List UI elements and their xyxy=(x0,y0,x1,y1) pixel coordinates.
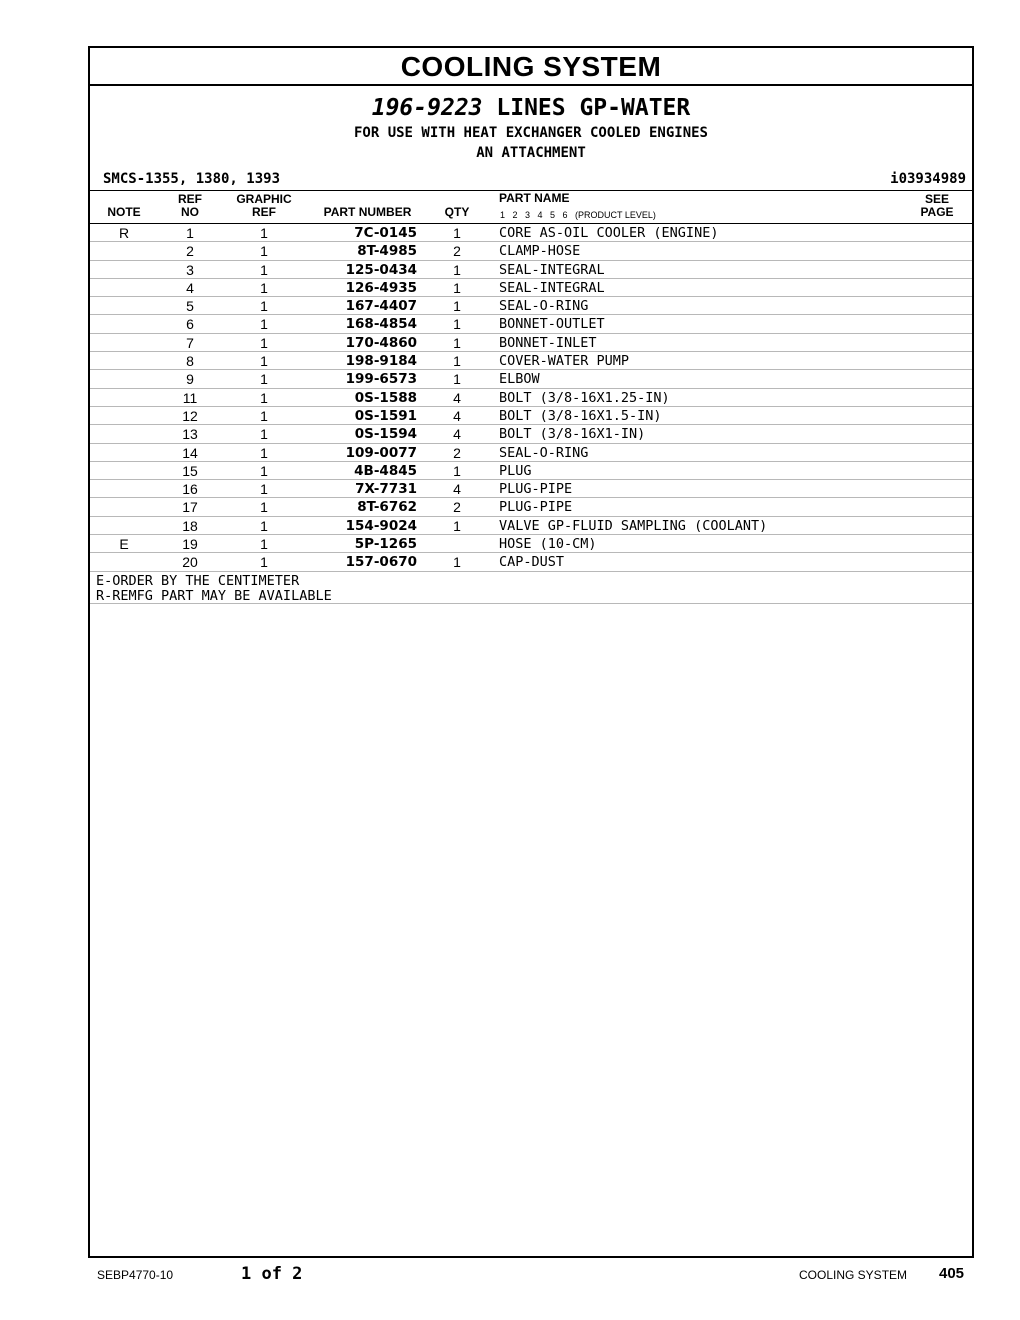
footer-doc-code: SEBP4770-10 xyxy=(97,1268,174,1282)
qty-cell: 4 xyxy=(453,426,461,443)
qty-cell: 1 xyxy=(453,261,461,278)
graphic-ref-cell: 1 xyxy=(260,371,268,388)
group-number: 196-9223 xyxy=(371,95,483,121)
part-name-cell: BONNET-OUTLET xyxy=(499,316,605,333)
graphic-ref-cell: 1 xyxy=(260,499,268,516)
ref-no-cell: 7 xyxy=(186,334,194,351)
note-cell: E xyxy=(119,536,129,553)
note-cell: R xyxy=(118,225,130,241)
qty-cell: 1 xyxy=(453,334,461,351)
qty-cell: 2 xyxy=(453,243,461,260)
parts-list xyxy=(90,224,972,572)
ref-no-cell: 16 xyxy=(182,481,198,498)
group-name: LINES GP-WATER xyxy=(496,95,691,121)
table-row xyxy=(90,480,972,498)
table-row xyxy=(90,370,972,388)
col-note: NOTE xyxy=(107,205,141,219)
table-row xyxy=(90,389,972,407)
part-number-cell: 0S-1594 xyxy=(354,426,417,443)
table-row xyxy=(90,352,972,370)
graphic-ref-cell: 1 xyxy=(260,243,268,260)
table-row xyxy=(90,462,972,480)
part-name-cell: CLAMP-HOSE xyxy=(499,243,581,260)
col-part-number: PART NUMBER xyxy=(323,205,412,219)
document-id: i03934989 xyxy=(890,171,966,187)
graphic-ref-cell: 1 xyxy=(260,407,268,424)
part-name-cell: PLUG-PIPE xyxy=(499,499,573,516)
part-number-cell: 154-9024 xyxy=(345,517,417,534)
part-name-cell: BOLT (3/8-16X1-IN) xyxy=(499,426,646,443)
part-number-cell: 0S-1591 xyxy=(354,407,417,424)
part-name-cell: ELBOW xyxy=(499,371,540,388)
graphic-ref-cell: 1 xyxy=(260,316,268,333)
part-number-cell: 0S-1588 xyxy=(354,389,417,406)
qty-cell: 1 xyxy=(453,298,461,315)
ref-no-cell: 4 xyxy=(186,279,194,296)
table-row xyxy=(90,242,972,260)
part-number-cell: 8T-4985 xyxy=(357,243,417,260)
section-title: COOLING SYSTEM xyxy=(90,48,972,86)
page-footer xyxy=(0,1262,1020,1292)
table-row xyxy=(90,297,972,315)
ref-no-cell: 20 xyxy=(182,554,198,571)
part-number-cell: 167-4407 xyxy=(345,298,417,315)
ref-no-cell: 13 xyxy=(182,426,198,443)
ref-no-cell: 15 xyxy=(182,462,198,479)
ref-no-cell: 1 xyxy=(186,225,194,241)
ref-no-cell: 9 xyxy=(186,371,194,388)
footer-page-number: 405 xyxy=(939,1265,965,1282)
qty-cell: 2 xyxy=(453,444,461,461)
part-name-cell: BOLT (3/8-16X1.5-IN) xyxy=(499,407,662,424)
col-qty: QTY xyxy=(444,205,470,219)
part-name-cell: CORE AS-OIL COOLER (ENGINE) xyxy=(499,225,719,241)
part-number-cell: 170-4860 xyxy=(345,334,417,351)
graphic-ref-cell: 1 xyxy=(260,444,268,461)
table-row xyxy=(90,425,972,443)
col-graphic-ref xyxy=(224,193,304,219)
group-subtitle-2: AN ATTACHMENT xyxy=(476,145,586,161)
qty-cell: 1 xyxy=(453,353,461,370)
group-title xyxy=(90,94,972,122)
table-row xyxy=(90,444,972,462)
table-row xyxy=(90,517,972,535)
part-name-cell: COVER-WATER PUMP xyxy=(499,353,630,370)
col-ref-no-line1: REF xyxy=(178,192,202,206)
ref-no-cell: 14 xyxy=(182,444,198,461)
part-name-cell: PLUG-PIPE xyxy=(499,481,573,498)
qty-cell: 1 xyxy=(453,225,461,241)
ref-no-cell: 2 xyxy=(186,243,194,260)
ref-no-cell: 11 xyxy=(182,389,198,406)
table-row xyxy=(90,224,972,242)
part-number-cell: 7X-7731 xyxy=(355,481,417,498)
ref-no-cell: 8 xyxy=(186,353,194,370)
part-name-cell: SEAL-O-RING xyxy=(499,298,589,315)
smcs-codes: SMCS-1355, 1380, 1393 xyxy=(103,171,281,187)
part-number-cell: 126-4935 xyxy=(345,279,417,296)
part-number-cell: 5P-1265 xyxy=(354,536,417,553)
table-row xyxy=(90,535,972,553)
ref-no-cell: 19 xyxy=(182,536,198,553)
group-subtitle-1: FOR USE WITH HEAT EXCHANGER COOLED ENGINES xyxy=(353,125,708,141)
qty-cell: 4 xyxy=(453,389,461,406)
graphic-ref-cell: 1 xyxy=(260,389,268,406)
table-row xyxy=(90,279,972,297)
part-name-cell: BOLT (3/8-16X1.25-IN) xyxy=(499,389,670,406)
col-ref-no xyxy=(170,193,210,219)
graphic-ref-cell: 1 xyxy=(260,462,268,479)
product-levels: 1 2 3 4 5 6 (PRODUCT LEVEL) xyxy=(500,210,656,220)
part-name-cell: CAP-DUST xyxy=(499,554,565,571)
graphic-ref-cell: 1 xyxy=(260,536,268,553)
table-row xyxy=(90,334,972,352)
qty-cell: 1 xyxy=(453,279,461,296)
part-number-cell: 7C-0145 xyxy=(354,225,417,241)
part-number-cell: 4B-4845 xyxy=(354,462,417,479)
graphic-ref-cell: 1 xyxy=(260,279,268,296)
ref-no-cell: 12 xyxy=(182,407,198,424)
notes-block xyxy=(90,572,972,604)
part-number-cell: 168-4854 xyxy=(345,316,417,333)
qty-cell: 1 xyxy=(453,316,461,333)
table-row xyxy=(90,407,972,425)
part-number-cell: 125-0434 xyxy=(345,261,417,278)
qty-cell: 4 xyxy=(453,407,461,424)
graphic-ref-cell: 1 xyxy=(260,334,268,351)
ref-no-cell: 17 xyxy=(182,499,198,516)
part-number-cell: 157-0670 xyxy=(345,554,417,571)
group-header xyxy=(90,86,972,191)
part-name-cell: HOSE (10-CM) xyxy=(499,536,597,553)
qty-cell: 2 xyxy=(453,499,461,516)
table-row xyxy=(90,498,972,516)
col-ref-no-line2: NO xyxy=(181,205,199,219)
note-line: R-REMFG PART MAY BE AVAILABLE xyxy=(96,587,332,604)
graphic-ref-cell: 1 xyxy=(260,353,268,370)
ref-no-cell: 3 xyxy=(186,261,194,278)
ref-no-cell: 5 xyxy=(186,298,194,315)
ref-no-cell: 6 xyxy=(186,316,194,333)
part-name-cell: BONNET-INLET xyxy=(499,334,597,351)
part-name-cell: SEAL-INTEGRAL xyxy=(499,279,605,296)
table-row xyxy=(90,553,972,571)
ref-no-cell: 18 xyxy=(182,517,198,534)
table-row xyxy=(90,315,972,333)
qty-cell: 4 xyxy=(453,481,461,498)
qty-cell: 1 xyxy=(453,462,461,479)
col-see-page-line1: SEE xyxy=(924,192,949,206)
qty-cell: 1 xyxy=(453,554,461,571)
qty-cell: 1 xyxy=(453,371,461,388)
footer-section: COOLING SYSTEM xyxy=(799,1268,908,1282)
part-number-cell: 199-6573 xyxy=(345,371,417,388)
part-number-cell: 109-0077 xyxy=(345,444,417,461)
part-number-cell: 8T-6762 xyxy=(357,499,417,516)
col-graphic-ref-line2: REF xyxy=(252,205,276,219)
part-name-cell: VALVE GP-FLUID SAMPLING (COOLANT) xyxy=(499,517,768,534)
note-line: E-ORDER BY THE CENTIMETER xyxy=(96,572,300,589)
part-name-cell: SEAL-INTEGRAL xyxy=(499,261,605,278)
graphic-ref-cell: 1 xyxy=(260,298,268,315)
col-see-page xyxy=(912,193,962,219)
graphic-ref-cell: 1 xyxy=(260,261,268,278)
qty-cell: 1 xyxy=(453,517,461,534)
graphic-ref-cell: 1 xyxy=(260,481,268,498)
graphic-ref-cell: 1 xyxy=(260,426,268,443)
column-header xyxy=(90,191,972,224)
col-part-name: PART NAME xyxy=(499,191,570,205)
col-graphic-ref-line1: GRAPHIC xyxy=(236,192,292,206)
graphic-ref-cell: 1 xyxy=(260,554,268,571)
parts-page-frame xyxy=(88,46,974,1258)
part-number-cell: 198-9184 xyxy=(345,353,417,370)
col-see-page-line2: PAGE xyxy=(920,205,954,219)
footer-page-of: 1 of 2 xyxy=(241,1264,303,1284)
graphic-ref-cell: 1 xyxy=(260,517,268,534)
table-row xyxy=(90,261,972,279)
part-name-cell: SEAL-O-RING xyxy=(499,444,589,461)
graphic-ref-cell: 1 xyxy=(260,225,268,241)
part-name-cell: PLUG xyxy=(499,462,532,479)
